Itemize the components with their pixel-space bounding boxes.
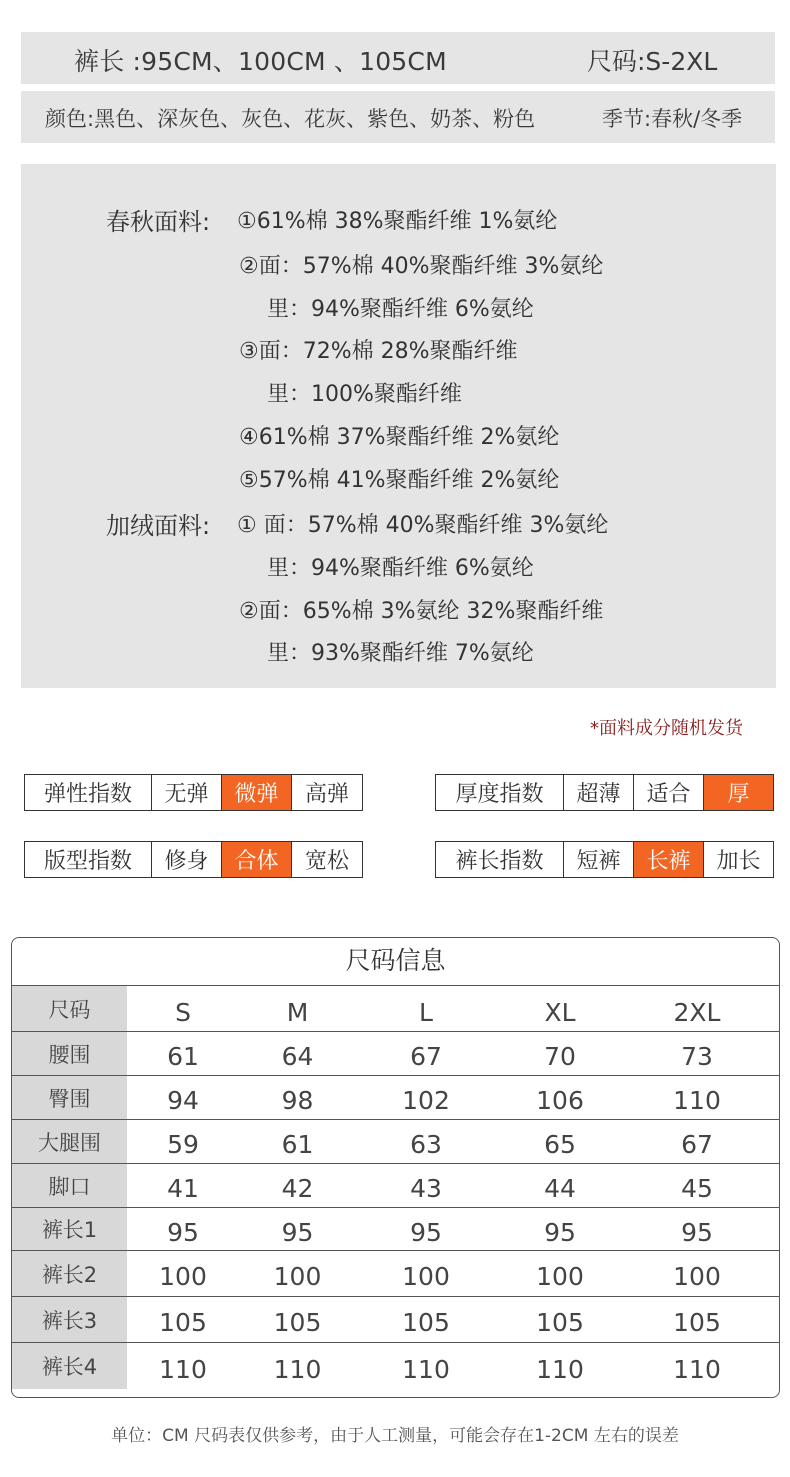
table-cell: 64	[281, 1042, 314, 1071]
elasticity-option: 微弹	[221, 775, 291, 810]
fabric-line: ① 面：57%棉 40%聚酯纤维 3%氨纶	[237, 513, 609, 538]
fabric-line: 里：94%聚酯纤维 6%氨纶	[267, 297, 534, 322]
fit-index	[24, 841, 363, 878]
colors-text: 颜色:黑色、深灰色、灰色、花灰、紫色、奶茶、粉色	[45, 107, 536, 131]
size-header-cell: L	[419, 998, 433, 1027]
row-label: 腰围	[12, 1032, 127, 1075]
fabric-line: 里：100%聚酯纤维	[267, 382, 462, 407]
table-row	[12, 1343, 779, 1389]
table-cell: 105	[536, 1308, 584, 1337]
length-option: 加长	[703, 842, 773, 877]
table-cell: 65	[544, 1130, 576, 1159]
fabric-random-note: *面料成分随机发货	[590, 718, 743, 739]
table-row	[12, 1120, 779, 1164]
table-cell: 102	[402, 1086, 450, 1115]
table-row	[12, 1251, 779, 1297]
size-table	[11, 937, 780, 1398]
fit-option: 合体	[221, 842, 291, 877]
row-label: 臀围	[12, 1076, 127, 1119]
measurement-footnote: 单位：CM 尺码表仅供参考，由于人工测量，可能会存在1-2CM 左右的误差	[111, 1426, 679, 1446]
table-cell: 59	[167, 1130, 199, 1159]
table-cell: 73	[681, 1042, 713, 1071]
color-season-bar	[21, 91, 775, 143]
table-cell: 41	[167, 1174, 199, 1203]
fabric-line: ②面：65%棉 3%氨纶 32%聚酯纤维	[239, 599, 604, 624]
size-header-label: 尺码	[12, 986, 127, 1031]
season-text: 季节:春秋/冬季	[602, 107, 743, 131]
elasticity-index	[24, 774, 363, 811]
fabric-line: 里：93%聚酯纤维 7%氨纶	[267, 641, 534, 666]
table-cell: 100	[673, 1262, 721, 1291]
row-label: 大腿围	[12, 1120, 127, 1163]
fabric-line: 里：94%聚酯纤维 6%氨纶	[267, 556, 534, 581]
table-cell: 95	[681, 1217, 713, 1247]
size-header-cell: M	[286, 998, 309, 1027]
table-cell: 105	[159, 1308, 207, 1337]
size-table-title: 尺码信息	[12, 938, 779, 986]
table-cell: 105	[273, 1308, 322, 1337]
table-cell: 61	[167, 1042, 199, 1071]
size-header-cell: XL	[544, 998, 576, 1027]
table-row	[12, 1076, 779, 1120]
length-option: 短裤	[563, 842, 633, 877]
table-row	[12, 1208, 779, 1251]
table-cell: 105	[402, 1308, 450, 1337]
fabric-composition-panel	[21, 164, 776, 688]
row-label: 裤长4	[12, 1343, 127, 1389]
thickness-index-label: 厚度指数	[455, 782, 544, 807]
table-cell: 100	[159, 1262, 207, 1291]
table-cell: 95	[281, 1217, 314, 1247]
size-header-cell: 2XL	[673, 998, 721, 1027]
table-cell: 105	[673, 1308, 721, 1337]
table-cell: 67	[681, 1130, 713, 1159]
table-cell: 110	[673, 1354, 721, 1384]
fit-option: 修身	[151, 842, 221, 877]
length-index	[435, 841, 774, 878]
size-header-cell: S	[175, 998, 191, 1027]
elasticity-index-label: 弹性指数	[43, 782, 132, 807]
table-row	[12, 1164, 779, 1208]
row-label: 裤长1	[12, 1208, 127, 1250]
size-range-text: 尺码:S-2XL	[587, 47, 718, 76]
table-cell: 45	[681, 1174, 713, 1203]
table-cell: 100	[402, 1262, 450, 1291]
table-cell: 100	[536, 1262, 584, 1291]
table-cell: 106	[536, 1086, 584, 1115]
table-cell: 95	[410, 1217, 442, 1247]
table-cell: 110	[273, 1354, 322, 1384]
fabric-line: ③面：72%棉 28%聚酯纤维	[239, 339, 518, 364]
length-option: 长裤	[633, 842, 703, 877]
size-header-row	[12, 986, 779, 1032]
fit-option: 宽松	[291, 842, 362, 877]
table-cell: 43	[410, 1174, 442, 1203]
table-cell: 110	[536, 1354, 584, 1384]
table-cell: 63	[410, 1130, 442, 1159]
row-label: 脚口	[12, 1164, 127, 1207]
table-cell: 95	[544, 1217, 576, 1247]
table-cell: 61	[281, 1130, 314, 1159]
pants-length-text: 裤长 :95CM、100CM 、105CM	[74, 47, 447, 76]
fabric-line: ⑤57%棉 41%聚酯纤维 2%氨纶	[239, 468, 560, 493]
table-cell: 110	[159, 1354, 207, 1384]
fabric-line: ②面：57%棉 40%聚酯纤维 3%氨纶	[239, 254, 604, 279]
table-cell: 67	[410, 1042, 442, 1071]
fit-index-label: 版型指数	[43, 849, 132, 874]
table-cell: 110	[673, 1086, 721, 1115]
fleece-fabric-label: 加绒面料:	[106, 512, 211, 540]
table-cell: 95	[167, 1217, 199, 1247]
table-cell: 44	[544, 1174, 576, 1203]
fabric-line: ①61%棉 38%聚酯纤维 1%氨纶	[237, 209, 558, 234]
table-cell: 100	[273, 1262, 322, 1291]
thickness-index	[435, 774, 774, 811]
table-row	[12, 1297, 779, 1343]
fabric-line: ④61%棉 37%聚酯纤维 2%氨纶	[239, 425, 560, 450]
table-cell: 98	[281, 1086, 314, 1115]
table-cell: 110	[402, 1354, 450, 1384]
row-label: 裤长3	[12, 1297, 127, 1342]
table-cell: 70	[544, 1042, 576, 1071]
row-label: 裤长2	[12, 1251, 127, 1296]
thickness-option: 超薄	[563, 775, 633, 810]
elasticity-option: 高弹	[291, 775, 362, 810]
spring-fabric-label: 春秋面料:	[106, 208, 211, 236]
table-cell: 42	[281, 1174, 314, 1203]
size-table-body	[12, 1032, 779, 1389]
table-cell: 94	[167, 1086, 199, 1115]
elasticity-option: 无弹	[151, 775, 221, 810]
length-size-bar	[21, 32, 775, 84]
length-index-label: 裤长指数	[455, 849, 544, 874]
table-row	[12, 1032, 779, 1076]
thickness-option: 厚	[703, 775, 773, 810]
thickness-option: 适合	[633, 775, 703, 810]
